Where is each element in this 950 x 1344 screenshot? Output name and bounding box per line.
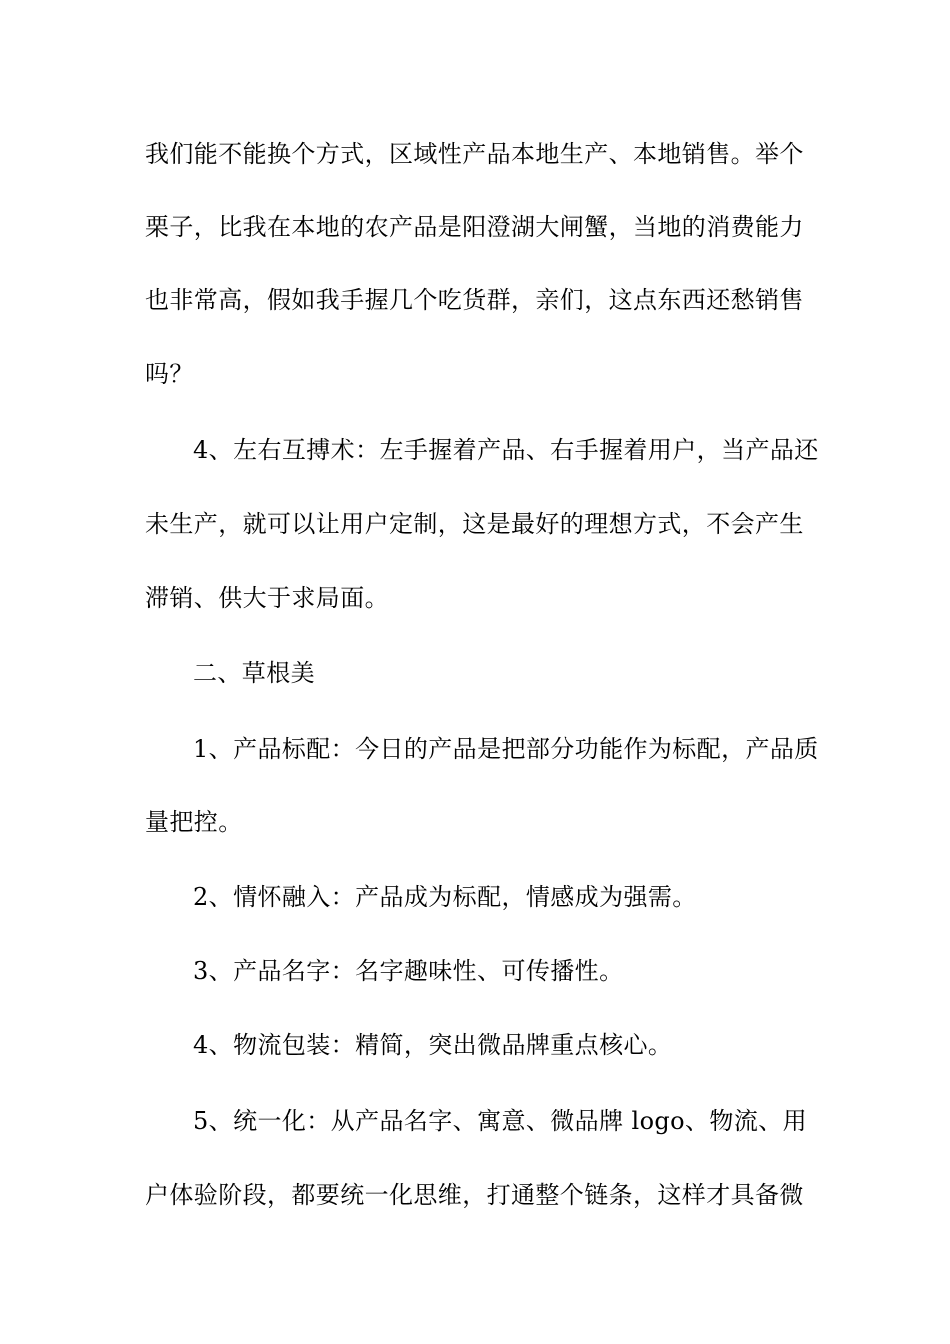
- paragraph-line: 也非常高，假如我手握几个吃货群，亲们，这点东西还愁销售: [145, 286, 804, 314]
- paragraph-line: 我们能不能换个方式，区域性产品本地生产、本地销售。举个: [145, 140, 804, 168]
- list-item-line: 3、产品名字：名字趣味性、可传播性。: [193, 957, 624, 985]
- paragraph-line: 吗？: [145, 360, 194, 388]
- paragraph-line: 量把控。: [145, 808, 243, 836]
- paragraph-line: 户体验阶段，都要统一化思维，打通整个链条，这样才具备微: [145, 1181, 804, 1209]
- list-item-line: 4、物流包装：精简，突出微品牌重点核心。: [193, 1031, 673, 1059]
- paragraph-line: 未生产，就可以让用户定制，这是最好的理想方式，不会产生: [145, 510, 804, 538]
- list-item-line: 5、统一化：从产品名字、寓意、微品牌 logo、物流、用: [193, 1107, 808, 1135]
- section-heading: 二、草根美: [193, 659, 315, 687]
- paragraph-line: 栗子，比我在本地的农产品是阳澄湖大闸蟹，当地的消费能力: [145, 213, 804, 241]
- list-item-line: 2、情怀融入：产品成为标配，情感成为强需。: [193, 883, 697, 911]
- list-item-line: 1、产品标配：今日的产品是把部分功能作为标配，产品质: [193, 735, 819, 763]
- list-item-line: 4、左右互搏术：左手握着产品、右手握着用户，当产品还: [193, 436, 819, 464]
- paragraph-line: 滞销、供大于求局面。: [145, 584, 389, 612]
